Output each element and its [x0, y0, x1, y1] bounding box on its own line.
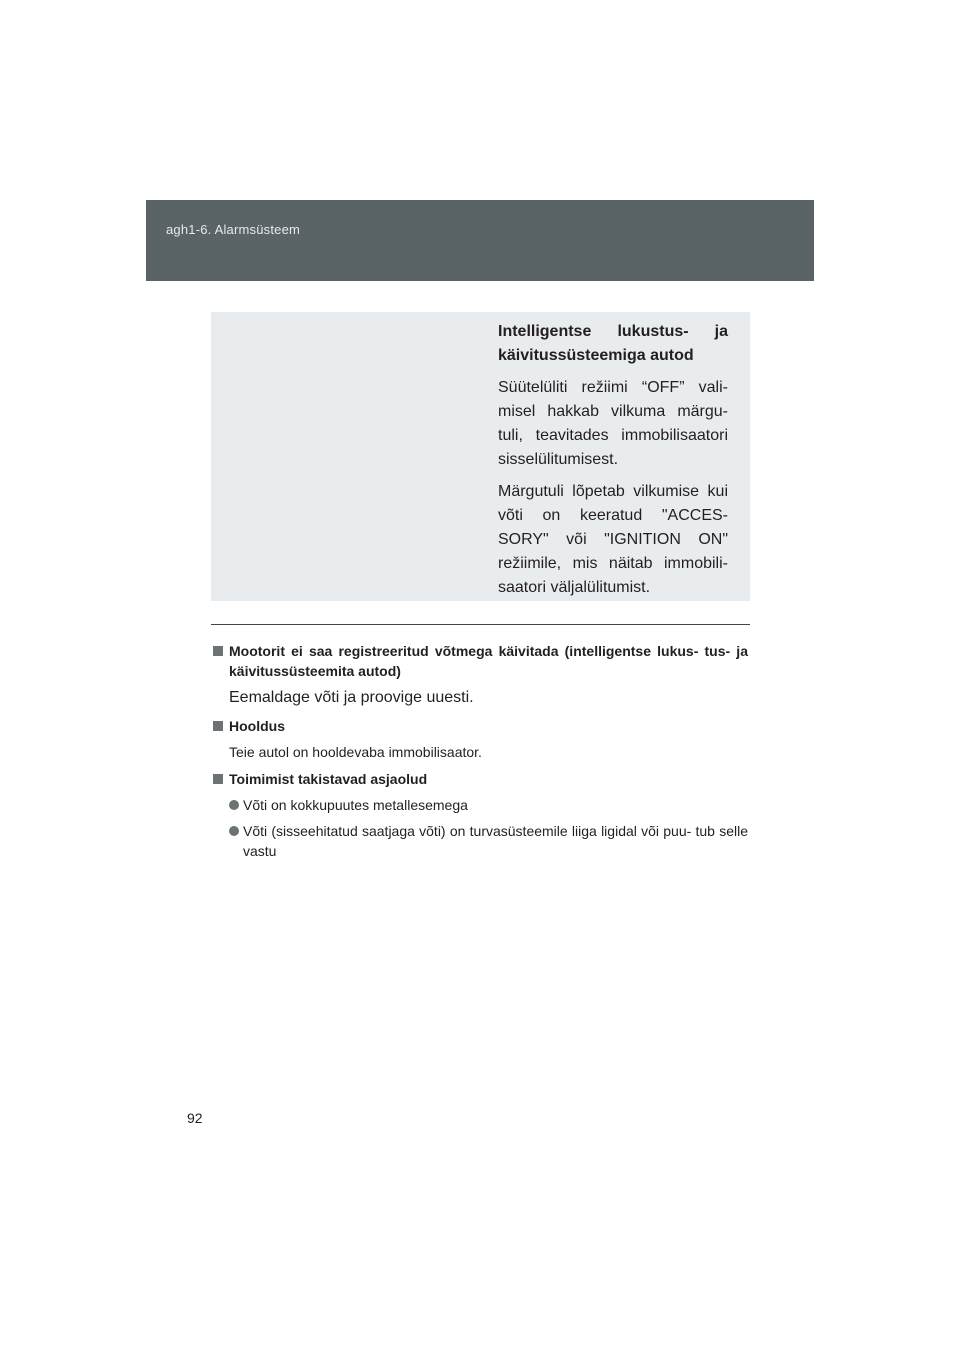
- note-heading-text: Hooldus: [229, 718, 285, 734]
- page-number: 92: [187, 1110, 203, 1126]
- list-item-text: Võti on kokkupuutes metallesemega: [243, 797, 468, 813]
- note-heading: [213, 716, 748, 736]
- note-heading-text: Toimimist takistavad asjaolud: [229, 771, 428, 787]
- notes-content: [213, 641, 748, 868]
- info-box: [211, 312, 750, 601]
- note-heading: [213, 769, 748, 789]
- note-heading-text: Mootorit ei saa registreeritud võtmega käivitada (intelligentse lukus- tus- ja käivitussüsteemita autod): [229, 643, 748, 679]
- circle-bullet-icon: [229, 826, 239, 836]
- info-box-paragraph: Märgutuli lõpetab vilkumise kui võti on keeratud "ACCES- SORY" või "IGNITION ON" režiimile, mis näitab immobili- saatori väljalülitumist.: [498, 483, 728, 596]
- section-title: agh1-6. Alarmsüsteem: [166, 222, 301, 237]
- note-section: [213, 716, 748, 762]
- note-heading: [213, 641, 748, 681]
- info-box-heading: Intelligentse lukustus- ja käivitussüsteemiga autod: [498, 323, 728, 364]
- list-item: [213, 795, 748, 815]
- list-item: [213, 821, 748, 861]
- note-body: Teie autol on hooldevaba immobilisaator.: [229, 744, 482, 760]
- note-section: [213, 769, 748, 861]
- note-body: Eemaldage võti ja proovige uuesti.: [229, 689, 474, 706]
- info-box-text: [498, 320, 728, 608]
- note-section: [213, 641, 748, 709]
- circle-bullet-icon: [229, 800, 239, 810]
- square-bullet-icon: [213, 646, 223, 656]
- header-band: [146, 200, 814, 281]
- square-bullet-icon: [213, 774, 223, 784]
- list-item-text: Võti (sisseehitatud saatjaga võti) on turvasüsteemile liiga ligidal või puu- tub selle vastu: [243, 823, 748, 859]
- square-bullet-icon: [213, 721, 223, 731]
- divider: [211, 624, 750, 625]
- info-box-paragraph: Süütelüliti režiimi “OFF” vali- misel hakkab vilkuma märgu- tuli, teavitades immobilisaatori sisselülitumisest.: [498, 379, 728, 468]
